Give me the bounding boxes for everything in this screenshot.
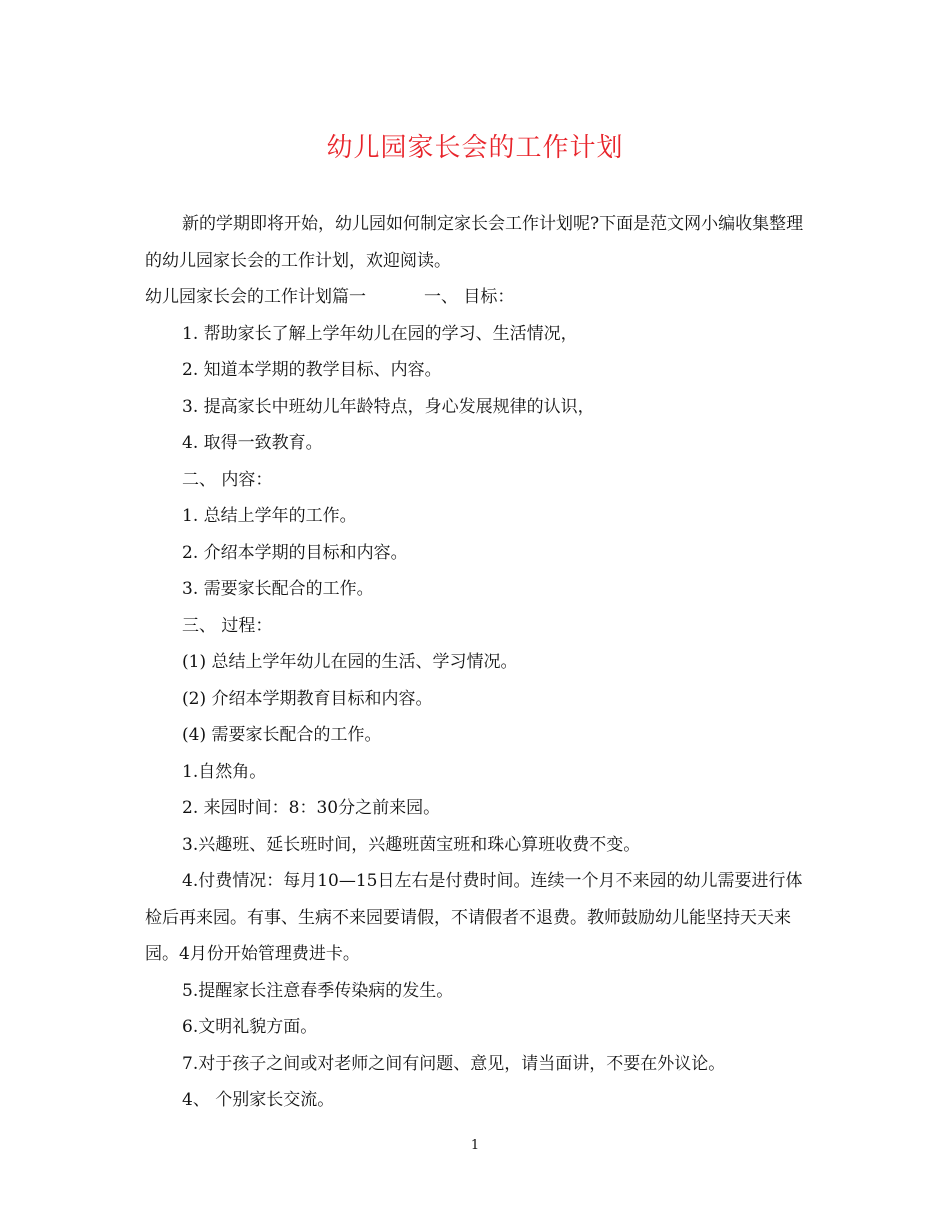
- fee-paragraph: 4.付费情况：每月10—15日左右是付费时间。连续一个月不来园的幼儿需要进行体检后再来园。有事、生病不来园要请假，不请假者不退费。教师鼓励幼儿能坚持天天来园。4月份开始管理费进卡。: [145, 871, 803, 964]
- page-number: 1: [470, 1138, 480, 1153]
- section-first-heading: 一、 目标：: [424, 287, 515, 307]
- list-item: 2. 来园时间：8：30分之前来园。: [182, 798, 441, 818]
- list-item: 1. 帮助家长了解上学年幼儿在园的学习、生活情况，: [182, 323, 578, 344]
- document-body: [145, 206, 810, 1119]
- list-item: 2. 知道本学期的教学目标、内容。: [182, 360, 442, 380]
- list-item: 2. 介绍本学期的目标和内容。: [182, 542, 408, 563]
- list-item: 6.文明礼貌方面。: [182, 1017, 318, 1037]
- section-label: 幼儿园家长会的工作计划篇一: [145, 287, 366, 307]
- document-title: 幼儿园家长会的工作计划: [326, 133, 624, 163]
- list-item: 5.提醒家长注意春季传染病的发生。: [182, 980, 454, 1001]
- list-item: 7.对于孩子之间或对老师之间有问题、意见，请当面讲，不要在外议论。: [182, 1053, 726, 1074]
- list-item: 3.兴趣班、延长班时间，兴趣班茵宝班和珠心算班收费不变。: [182, 834, 641, 855]
- list-item: 1. 总结上学年的工作。: [182, 506, 357, 526]
- section-heading: 二、 内容：: [182, 469, 273, 490]
- list-item: 3. 提高家长中班幼儿年龄特点，身心发展规律的认识，: [182, 396, 595, 417]
- list-item: (4) 需要家长配合的工作。: [182, 725, 382, 745]
- list-item: 1.自然角。: [182, 761, 267, 782]
- intro-paragraph: 新的学期即将开始，幼儿园如何制定家长会工作计划呢?下面是范文网小编收集整理的幼儿园家长会的工作计划，欢迎阅读。: [145, 214, 804, 271]
- list-item: (1) 总结上学年幼儿在园的生活、学习情况。: [182, 652, 518, 672]
- section-heading: 4、 个别家长交流。: [182, 1090, 335, 1110]
- list-item: 4. 取得一致教育。: [182, 433, 323, 453]
- list-item: (2) 介绍本学期教育目标和内容。: [182, 688, 433, 709]
- section-heading-line: [145, 279, 810, 316]
- section-heading: 三、 过程：: [182, 615, 273, 636]
- list-item: 3. 需要家长配合的工作。: [182, 579, 374, 599]
